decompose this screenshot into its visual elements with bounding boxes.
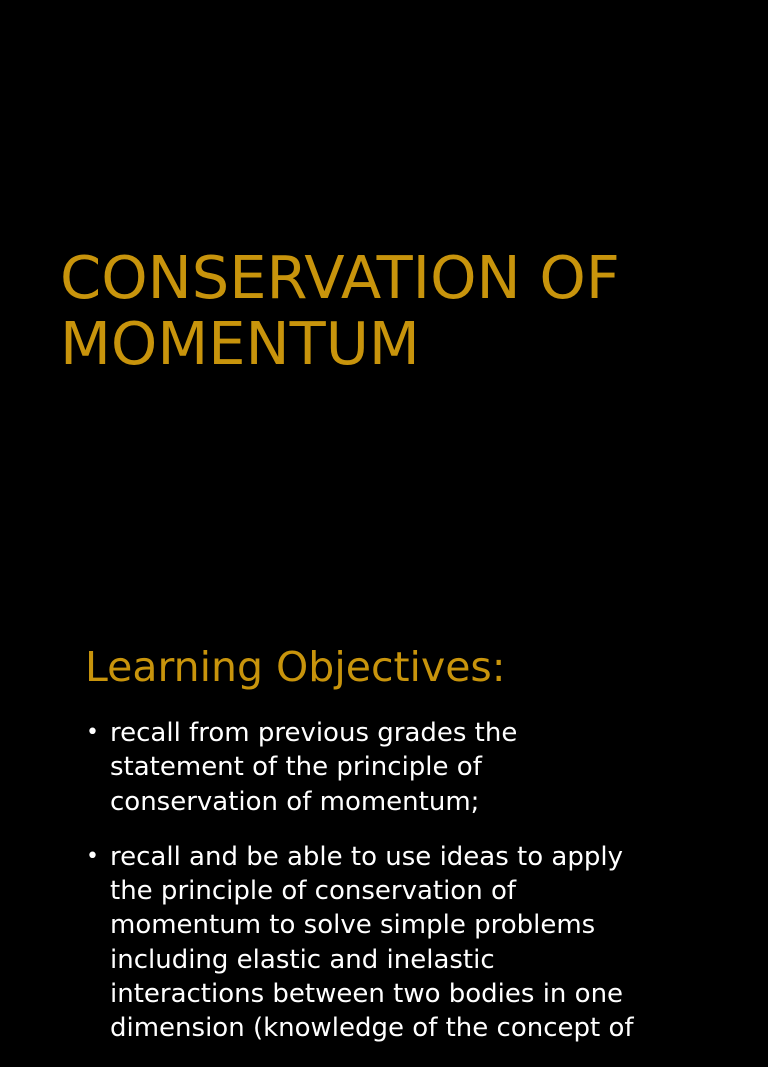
list-item-line: recall from previous grades the: [110, 718, 518, 748]
title-line: MOMENTUM: [60, 309, 420, 378]
list-item: [0, 716, 768, 819]
list-item-line: conservation of momentum;: [110, 786, 480, 817]
objectives-list: [0, 716, 768, 1067]
slide-title: [60, 245, 750, 377]
title-line: CONSERVATION OF: [60, 243, 620, 312]
bullet-icon: •: [86, 720, 99, 745]
list-item-line: momentum to solve simple problems: [110, 910, 596, 941]
list-item-line: the principle of conservation of: [110, 876, 517, 907]
list-item-line: statement of the principle of: [110, 752, 482, 783]
bullet-icon: •: [86, 843, 99, 869]
list-item: [0, 840, 768, 1046]
list-item-line: including elastic and inelastic: [110, 944, 495, 975]
list-item-line: recall and be able to use ideas to apply: [110, 841, 623, 872]
list-item-line: dimension (knowledge of the concept of: [110, 1013, 634, 1044]
section-heading: Learning Objectives:: [85, 643, 506, 691]
list-item-line: interactions between two bodies in one: [110, 979, 624, 1010]
